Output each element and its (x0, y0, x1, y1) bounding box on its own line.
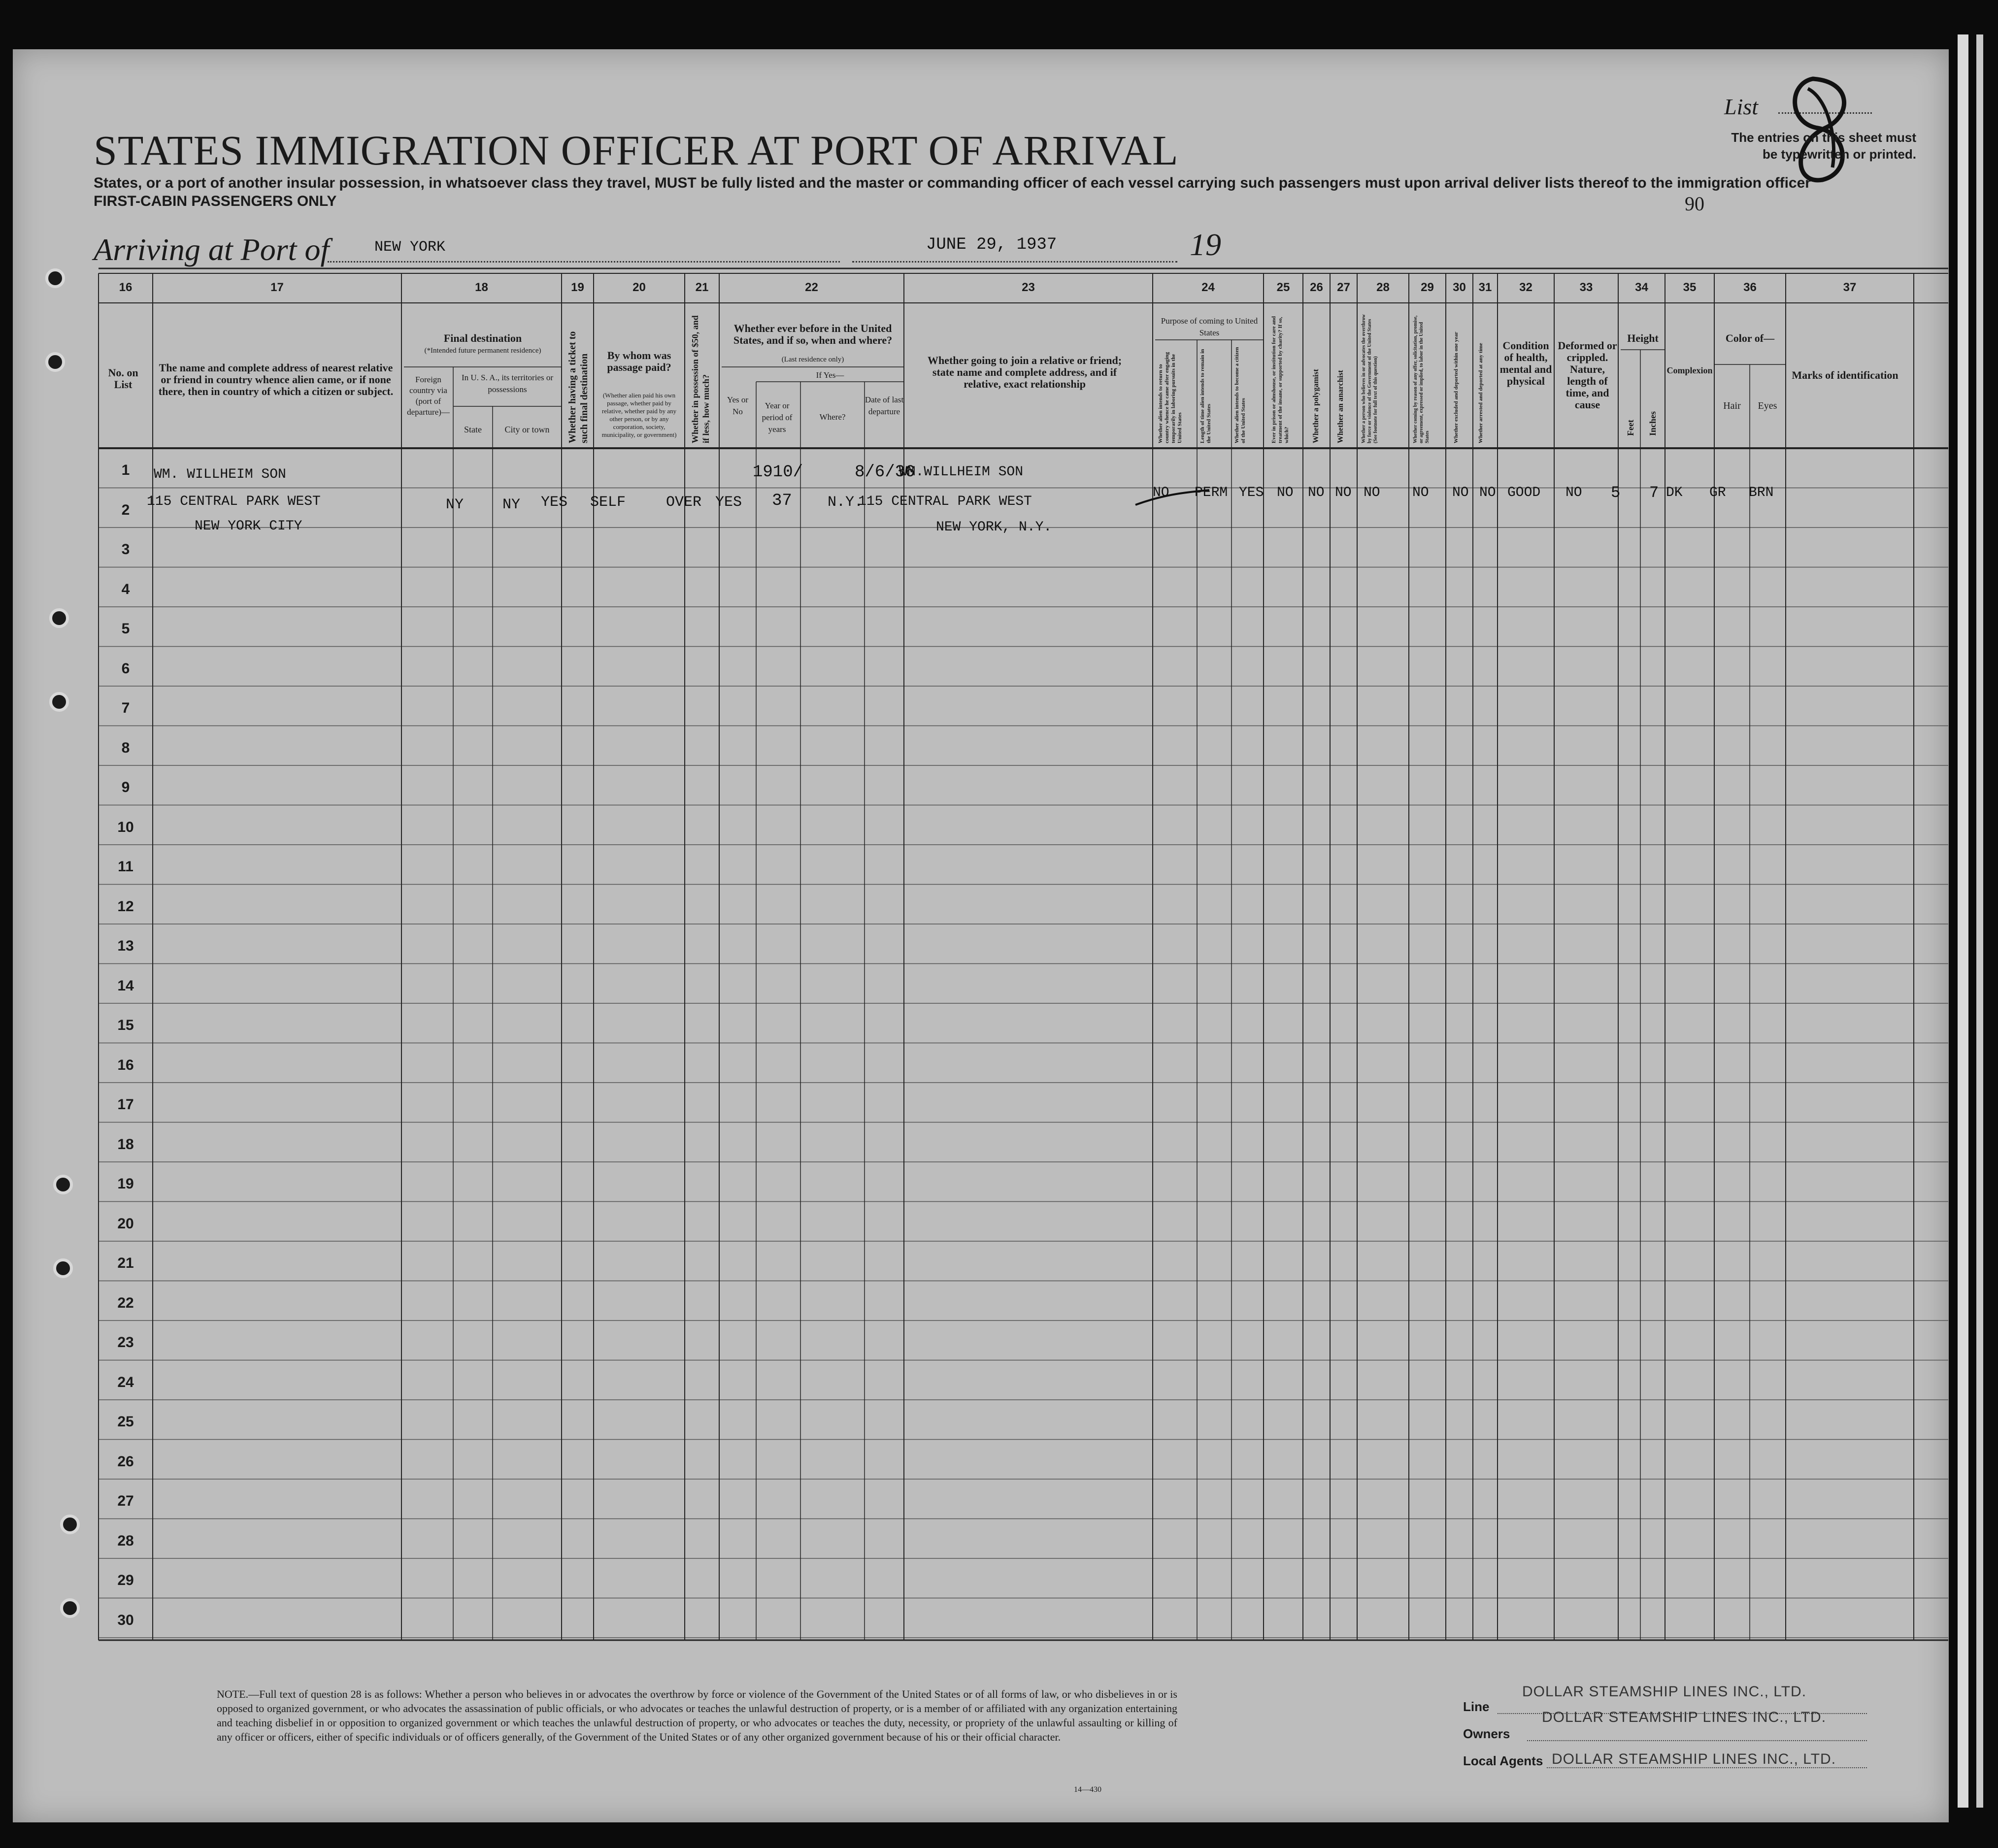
col-34-inches: Inches (1648, 411, 1658, 436)
col-34-feet: Feet (1626, 420, 1635, 436)
column-number: 22 (805, 281, 818, 294)
length-value: PERM (1195, 485, 1228, 500)
col-30-header: Whether excluded and deported within one year (1453, 331, 1459, 443)
col-24-title: Purpose of coming to United States (1161, 316, 1258, 337)
eyes-value: BRN (1749, 485, 1774, 500)
col-24-c: Whether alien intends to become a citizen of the United States (1234, 347, 1246, 443)
row-number: 3 (121, 541, 130, 558)
row-number: 7 (121, 700, 130, 716)
column-number: 33 (1579, 281, 1593, 294)
column-number: 34 (1635, 281, 1648, 294)
relative-address-1: 115 CENTRAL PARK WEST (147, 494, 321, 509)
col-27-header: Whether an anarchist (1336, 370, 1345, 443)
col-36-title: Color of— (1725, 332, 1775, 344)
line-stamp: DOLLAR STEAMSHIP LINES INC., LTD. (1522, 1683, 1807, 1700)
money-value: OVER (666, 494, 702, 511)
health-value: GOOD (1507, 485, 1541, 500)
passenger-class: FIRST-CABIN PASSENGERS ONLY (94, 193, 337, 209)
row-number: 13 (117, 938, 134, 954)
before-in-us-value: YES (715, 494, 742, 511)
instruction-line: be typewritten or printed. (1762, 147, 1916, 162)
complexion-value: DK (1666, 485, 1683, 500)
column-number: 31 (1478, 281, 1492, 294)
join-address-1: 115 CENTRAL PARK WEST (858, 494, 1032, 509)
col-23-header: Whether going to join a relative or friend; state name and complete address, and if relative, exact relationship (927, 354, 1122, 390)
column-number: 23 (1022, 281, 1035, 294)
col-17-header: The name and complete address of nearest relative or friend in country whence alien came, or if none there, then in country of which a citizen or subject. (158, 362, 394, 397)
relative-name: WM. WILLHEIM SON (154, 467, 286, 482)
row-number: 21 (117, 1255, 134, 1271)
column-number: 20 (633, 281, 646, 294)
col-29-header: Whether coming by reason of any offer, solicitation, promise, or agreement, expressed or implied, to labor in the United States (1413, 315, 1430, 443)
list-label: List (1724, 94, 1759, 119)
row-number: 15 (117, 1017, 134, 1033)
row-number: 28 (117, 1532, 134, 1549)
excluded-value: NO (1452, 485, 1469, 500)
col-26-header: Whether a polygamist (1312, 369, 1320, 443)
row-number: 19 (117, 1176, 134, 1192)
page-number: 90 (1685, 193, 1704, 215)
column-number: 24 (1201, 281, 1215, 294)
row-number: 8 (121, 739, 130, 756)
return-value: NO (1153, 485, 1169, 500)
overthrow-value: NO (1364, 485, 1380, 500)
row-number: 5 (121, 621, 130, 637)
col-22-where: Where? (819, 412, 846, 422)
paid-by-value: SELF (590, 494, 626, 511)
col-18-state: State (464, 425, 482, 434)
col-22-yesno: Yes or No (727, 395, 749, 416)
year-prefix: 19 (1190, 227, 1221, 262)
column-number: 30 (1453, 281, 1466, 294)
where-value: N.Y. (828, 494, 864, 511)
col-36-hair: Hair (1723, 400, 1741, 411)
col-18-title: Final destination (443, 332, 522, 344)
row-number: 1 (121, 462, 130, 478)
col-22-period: Year or period of years (762, 401, 793, 434)
row-number: 9 (121, 779, 130, 795)
instruction-line: The entries on this sheet must (1731, 130, 1916, 145)
col-20-sub: (Whether alien paid his own passage, whether paid by relative, whether paid by any other person, or by any corporation, society, municipality, or government) (601, 392, 677, 438)
col-33-header: Deformed or crippled. Nature, length of time, and cause (1558, 339, 1617, 411)
row-number: 22 (117, 1294, 134, 1311)
col-18-usa: In U. S. A., its territories or possessions (461, 373, 554, 394)
deformed-value: NO (1565, 485, 1582, 500)
row-number: 12 (117, 898, 134, 915)
row-number: 17 (117, 1096, 134, 1113)
ticket-value: YES (541, 494, 568, 511)
arrival-date: JUNE 29, 1937 (926, 235, 1057, 254)
owners-stamp: DOLLAR STEAMSHIP LINES INC., LTD. (1542, 1709, 1827, 1725)
col-16-header: No. on List (108, 366, 138, 391)
form-subtitle: States, or a port of another insular possession, in whatsoever class they travel, MUST be fully listed and the master or commanding officer of each vessel carrying such passengers must upon arrival deliver lists thereof to the immigration officer (94, 175, 1811, 191)
col-31-header: Whether arrested and deported at any time (1478, 343, 1484, 443)
col-18-foreign: Foreign country via (port of departure)— (407, 375, 450, 417)
column-number: 16 (119, 281, 133, 294)
column-number: 18 (475, 281, 488, 294)
owners-label: Owners (1463, 1726, 1510, 1741)
column-number: 36 (1743, 281, 1757, 294)
row-number: 11 (118, 858, 133, 875)
anarchist-value: NO (1335, 485, 1352, 500)
local-agents-label: Local Agents (1463, 1753, 1543, 1768)
row-number: 4 (121, 581, 130, 597)
row-number: 30 (117, 1612, 134, 1628)
col-18-sub: (*Intended future permanent residence) (424, 347, 541, 355)
form-title: STATES IMMIGRATION OFFICER AT PORT OF ARRIVAL (94, 127, 1179, 174)
col-35-header: Complexion (1666, 365, 1713, 375)
col-22-title: Whether ever before in the United States, and if so, when and where? (733, 322, 893, 346)
row-number: 18 (117, 1136, 134, 1153)
column-number: 37 (1843, 281, 1857, 294)
row-number: 27 (117, 1493, 134, 1509)
column-number: 17 (270, 281, 284, 294)
col-24-a: Whether alien intends to return to country whence he came after engaging temporarily in laboring pursuits in the United States (1158, 352, 1183, 443)
citizen-value: YES (1239, 485, 1264, 500)
departure-date-value: 8/6/36 (855, 463, 915, 482)
col-24-b: Length of time alien intends to remain in the United States (1199, 349, 1212, 443)
row-number: 14 (117, 977, 134, 994)
col-21-header: Whether in possession of $50, and if less, how much? (690, 315, 711, 443)
column-number: 28 (1376, 281, 1390, 294)
row-number: 26 (117, 1453, 134, 1470)
relative-address-2: NEW YORK CITY (195, 519, 302, 534)
column-number: 21 (695, 281, 709, 294)
hair-value: GR (1709, 485, 1726, 500)
agents-stamp: DOLLAR STEAMSHIP LINES INC., LTD. (1552, 1751, 1836, 1767)
col-22-sub: (Last residence only) (781, 356, 844, 363)
col-22-ifyes: If Yes— (816, 370, 844, 380)
col-36-eyes: Eyes (1758, 400, 1777, 411)
col-28-header: Whether a person who believes in or advocates the overthrow by force or violence of the Government of the United States (See footnote for full text of this question) (1361, 314, 1378, 443)
destination-state: NY (446, 496, 464, 513)
arriving-label: Arriving at Port of (94, 232, 330, 267)
period-value-2: 37 (772, 492, 792, 510)
col-25-header: Ever in prison or almshouse, or institution for care and treatment of the insane, or supported by charity? If so, which? (1271, 316, 1290, 443)
labor-offer-value: NO (1412, 485, 1429, 500)
footnote-q28: NOTE.—Full text of question 28 is as follows: Whether a person who believes in or advocates the overthrow by force or violence of the Government of the United States or of all forms of law, or who disbelieves in or is opposed to organized government, or who advocates the assassination of public officials, or who advocates or teaches the unlawful destruction of property, or is a member of or affiliated with any organization entertaining and teaching disbelief in or opposition to organized government or which teaches the unlawful destruction of property, or who advocates or teaches the duty, necessity, or propriety of the unlawful assaulting or killing of any officer or officers, either of specific individuals or of officers generally, of the Government of the United States or of any other organized government because of his or their official character. (217, 1688, 1177, 1743)
col-20-title: By whom was passage paid? (607, 349, 671, 373)
row-number: 29 (117, 1572, 134, 1588)
prison-value: NO (1277, 485, 1294, 500)
owners-underline (1527, 1740, 1867, 1741)
row-number: 23 (117, 1334, 134, 1351)
port-value: NEW YORK (374, 239, 446, 256)
join-address-2: NEW YORK, N.Y. (936, 520, 1052, 535)
row-number: 24 (117, 1374, 134, 1390)
column-number: 25 (1276, 281, 1290, 294)
col-22-date: Date of last departure (865, 395, 904, 416)
row-number: 20 (117, 1215, 134, 1232)
height-feet-value: 5 (1611, 484, 1621, 502)
arrested-value: NO (1479, 485, 1496, 500)
column-number: 27 (1337, 281, 1350, 294)
col-37-header: Marks of identification (1792, 369, 1898, 381)
col-32-header: Condition of health, mental and physical (1499, 339, 1552, 387)
height-inches-value: 7 (1649, 484, 1659, 502)
row-number: 16 (117, 1056, 134, 1073)
column-number: 32 (1519, 281, 1532, 294)
destination-city: NY (502, 496, 521, 513)
col-18-city: City or town (504, 425, 550, 434)
column-number: 26 (1310, 281, 1323, 294)
col-19-header: Whether having a ticket to such final destination (567, 331, 590, 443)
form-code: 14—430 (1074, 1785, 1101, 1794)
strike-through-mark (1133, 488, 1212, 507)
row-number: 10 (117, 819, 134, 835)
column-number: 35 (1683, 281, 1697, 294)
column-number: 29 (1421, 281, 1434, 294)
row-number: 6 (121, 660, 130, 677)
period-value-1: 1910/ (753, 463, 803, 482)
column-number: 19 (571, 281, 584, 294)
row-number: 2 (121, 501, 130, 518)
polygamist-value: NO (1308, 485, 1325, 500)
row-number: 25 (117, 1414, 134, 1430)
line-label: Line (1463, 1699, 1490, 1714)
col-34-title: Height (1627, 332, 1659, 344)
join-name: WM.WILLHEIM SON (899, 464, 1024, 480)
